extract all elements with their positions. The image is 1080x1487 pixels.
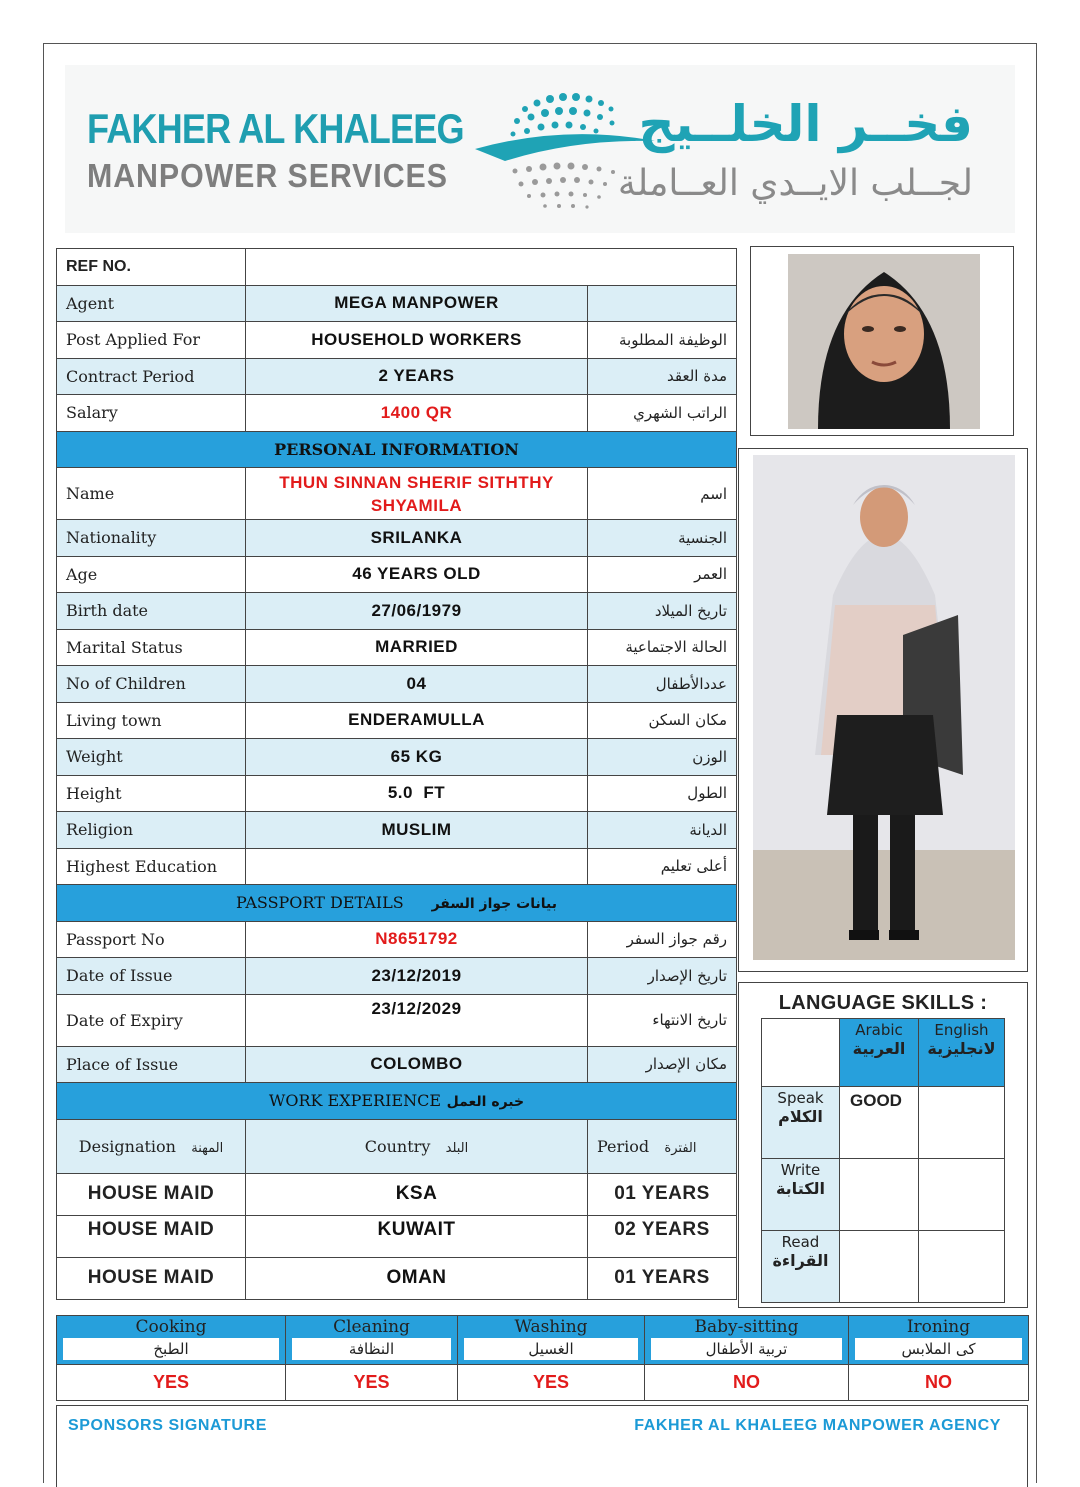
expiry-date-value: 23/12/2029 (246, 994, 588, 1046)
read-row (762, 1231, 1005, 1303)
agent-value: MEGA MANPOWER (246, 285, 588, 322)
arabic-header-ar: العربية (852, 1039, 906, 1058)
work-row (57, 1173, 737, 1215)
post-applied-value: HOUSEHOLD WORKERS (246, 322, 588, 359)
post-applied-row (57, 322, 737, 359)
portrait-photo (788, 254, 980, 429)
portrait-photo-icon (788, 254, 980, 429)
full-body-photo-icon (753, 455, 1015, 960)
skill-name-ar: النظافة (292, 1338, 451, 1360)
work-country: KUWAIT (246, 1215, 588, 1257)
agent-label-ar (588, 285, 737, 322)
agent-row (57, 285, 737, 322)
skill-value-baby-sitting: NO (645, 1365, 849, 1401)
applicant-details-table (56, 248, 737, 1300)
work-country: KSA (246, 1173, 588, 1215)
skill-header (286, 1316, 458, 1365)
name-value (246, 468, 588, 520)
religion-value: MUSLIM (246, 812, 588, 849)
read-arabic-value (840, 1231, 919, 1303)
place-of-issue-row (57, 1046, 737, 1083)
skill-value-washing: YES (458, 1365, 645, 1401)
skills-header-row (57, 1316, 1029, 1365)
expiry-date-label: Date of Expiry (57, 994, 246, 1046)
issue-date-label-ar: تاريخ الإصدار (588, 958, 737, 995)
name-value-line2: SHYAMILA (370, 495, 463, 515)
write-label (762, 1159, 840, 1231)
religion-row (57, 812, 737, 849)
ref-no-row (57, 249, 737, 286)
living-town-row (57, 702, 737, 739)
period-header-en: Period (597, 1136, 650, 1156)
post-applied-label-ar: الوظيفة المطلوبة (588, 322, 737, 359)
skill-header (849, 1316, 1029, 1365)
country-header (246, 1119, 588, 1173)
name-value-line1: THUN SINNAN SHERIF SITHTHY (279, 472, 554, 492)
salary-label-ar: الراتب الشهري (588, 395, 737, 432)
education-value (246, 848, 588, 885)
place-of-issue-label-ar: مكان الإصدار (588, 1046, 737, 1083)
skills-table (56, 1315, 1029, 1401)
english-header-ar: لانجليزية (927, 1039, 996, 1058)
salary-label: Salary (57, 395, 246, 432)
skill-name-en: Baby-sitting (694, 1317, 799, 1337)
language-skills-table (761, 1018, 1005, 1303)
read-english-value (919, 1231, 1005, 1303)
living-town-value: ENDERAMULLA (246, 702, 588, 739)
write-label-en: Write (780, 1161, 821, 1179)
contract-period-label-ar: مدة العقد (588, 358, 737, 395)
height-label: Height (57, 775, 246, 812)
brand-subtitle-ar: لجــلب الايــدي العــاملة (617, 163, 973, 204)
english-header-en: English (934, 1021, 989, 1039)
contract-period-label: Contract Period (57, 358, 246, 395)
skill-name-en: Cooking (135, 1317, 207, 1337)
arabic-header (840, 1019, 919, 1087)
personal-info-heading-row (57, 431, 737, 468)
nationality-value: SRILANKA (246, 520, 588, 557)
skill-name-en: Ironing (906, 1317, 971, 1337)
passport-no-row (57, 921, 737, 958)
passport-no-label-ar: رقم جواز السفر (588, 921, 737, 958)
age-value: 46 YEARS OLD (246, 556, 588, 593)
children-label: No of Children (57, 666, 246, 703)
work-row (57, 1215, 737, 1257)
write-row (762, 1159, 1005, 1231)
contract-period-row (57, 358, 737, 395)
arabic-header-en: Arabic (855, 1021, 903, 1039)
marital-status-row (57, 629, 737, 666)
work-period: 02 YEARS (588, 1215, 737, 1257)
country-header-ar: البلد (445, 1140, 469, 1156)
issue-date-value: 23/12/2019 (246, 958, 588, 995)
living-town-label-ar: مكان السكن (588, 702, 737, 739)
birth-date-label-ar: تاريخ الميلاد (588, 593, 737, 630)
name-label-ar: اسم (588, 468, 737, 520)
language-skills-panel (738, 982, 1028, 1308)
passport-heading-en: PASSPORT DETAILS (236, 893, 404, 913)
designation-header (57, 1119, 246, 1173)
period-header-ar: الفترة (664, 1140, 697, 1156)
portrait-photo-frame (750, 246, 1014, 436)
skill-header (645, 1316, 849, 1365)
height-row (57, 775, 737, 812)
period-header (588, 1119, 737, 1173)
contract-period-value: 2 YEARS (246, 358, 588, 395)
passport-heading-ar: بيانات جواز السفر (431, 896, 557, 913)
write-english-value (919, 1159, 1005, 1231)
letterhead (65, 65, 1015, 233)
work-country: OMAN (246, 1257, 588, 1299)
write-arabic-value (840, 1159, 919, 1231)
language-header-row (762, 1019, 1005, 1087)
language-corner-cell (762, 1019, 840, 1087)
read-label (762, 1231, 840, 1303)
expiry-date-row (57, 994, 737, 1046)
english-header (919, 1019, 1005, 1087)
skill-value-cooking: YES (57, 1365, 286, 1401)
skill-name-ar: تربية الأطفال (651, 1338, 842, 1360)
birth-date-row (57, 593, 737, 630)
country-header-en: Country (364, 1136, 431, 1156)
children-value: 04 (246, 666, 588, 703)
passport-heading (57, 885, 737, 922)
passport-no-label: Passport No (57, 921, 246, 958)
education-label: Highest Education (57, 848, 246, 885)
skill-name-en: Washing (514, 1317, 588, 1337)
designation-header-en: Designation (78, 1136, 176, 1156)
children-row (57, 666, 737, 703)
weight-row (57, 739, 737, 776)
full-body-photo (753, 455, 1015, 960)
work-heading-en: WORK EXPERIENCE (268, 1091, 442, 1111)
post-applied-label: Post Applied For (57, 322, 246, 359)
language-skills-title: LANGUAGE SKILLS : (778, 992, 988, 1014)
passport-heading-row (57, 885, 737, 922)
agency-signature-label: FAKHER AL KHALEEG MANPOWER AGENCY (634, 1417, 1001, 1434)
issue-date-label: Date of Issue (57, 958, 246, 995)
skill-value-cleaning: YES (286, 1365, 458, 1401)
expiry-date-label-ar: تاريخ الانتهاء (588, 994, 737, 1046)
sponsor-signature-label: SPONSORS SIGNATURE (68, 1417, 267, 1434)
brand-subtitle-en: MANPOWER SERVICES (87, 157, 448, 194)
work-period: 01 YEARS (588, 1257, 737, 1299)
brand-name-ar: فخــر الخلــيج (638, 95, 973, 153)
brand-name-en: FAKHER AL KHALEEG (87, 105, 464, 152)
height-label-ar: الطول (588, 775, 737, 812)
weight-label: Weight (57, 739, 246, 776)
work-heading (57, 1083, 737, 1120)
religion-label: Religion (57, 812, 246, 849)
agent-label: Agent (57, 285, 246, 322)
marital-status-label-ar: الحالة الاجتماعية (588, 629, 737, 666)
children-label-ar: عددالأطفال (588, 666, 737, 703)
personal-info-heading: PERSONAL INFORMATION (57, 431, 737, 468)
marital-status-value: MARRIED (246, 629, 588, 666)
work-period: 01 YEARS (588, 1173, 737, 1215)
weight-label-ar: الوزن (588, 739, 737, 776)
skill-name-ar: الغسيل (464, 1338, 638, 1360)
work-heading-ar: خبره العمل (446, 1094, 525, 1111)
age-label: Age (57, 556, 246, 593)
read-label-ar: القراءة (772, 1251, 829, 1270)
skill-value-ironing: NO (849, 1365, 1029, 1401)
birth-date-label: Birth date (57, 593, 246, 630)
marital-status-label: Marital Status (57, 629, 246, 666)
speak-english-value (919, 1087, 1005, 1159)
nationality-label: Nationality (57, 520, 246, 557)
skill-name-en: Cleaning (333, 1317, 410, 1337)
speak-label-en: Speak (777, 1089, 824, 1107)
birth-date-value: 27/06/1979 (246, 593, 588, 630)
skill-name-ar: الطبخ (63, 1338, 279, 1360)
ref-no-label: REF NO. (57, 249, 246, 286)
work-designation: HOUSE MAID (57, 1215, 246, 1257)
speak-arabic-value: GOOD (840, 1087, 919, 1159)
full-body-photo-frame (738, 448, 1028, 972)
place-of-issue-value: COLOMBO (246, 1046, 588, 1083)
issue-date-row (57, 958, 737, 995)
age-label-ar: العمر (588, 556, 737, 593)
read-label-en: Read (781, 1233, 820, 1251)
work-designation: HOUSE MAID (57, 1257, 246, 1299)
speak-label-ar: الكلام (778, 1107, 823, 1126)
signature-box (56, 1405, 1028, 1487)
skill-header (57, 1316, 286, 1365)
work-designation: HOUSE MAID (57, 1173, 246, 1215)
skill-name-ar: كى الملابس (855, 1338, 1022, 1360)
age-row (57, 556, 737, 593)
work-row (57, 1257, 737, 1299)
salary-value: 1400 QR (246, 395, 588, 432)
nationality-label-ar: الجنسية (588, 520, 737, 557)
height-value: 5.0 FT (246, 775, 588, 812)
work-columns-row (57, 1119, 737, 1173)
skill-header (458, 1316, 645, 1365)
education-label-ar: أعلى تعليم (588, 848, 737, 885)
weight-value: 65 KG (246, 739, 588, 776)
passport-no-value: N8651792 (246, 921, 588, 958)
name-row (57, 468, 737, 520)
write-label-ar: الكتابة (775, 1179, 826, 1198)
skills-values-row (57, 1365, 1029, 1401)
designation-header-ar: المهنة (191, 1140, 224, 1156)
work-heading-row (57, 1083, 737, 1120)
place-of-issue-label: Place of Issue (57, 1046, 246, 1083)
speak-row (762, 1087, 1005, 1159)
speak-label (762, 1087, 840, 1159)
nationality-row (57, 520, 737, 557)
living-town-label: Living town (57, 702, 246, 739)
salary-row (57, 395, 737, 432)
ref-no-value (246, 249, 737, 286)
religion-label-ar: الديانة (588, 812, 737, 849)
education-row (57, 848, 737, 885)
name-label: Name (57, 468, 246, 520)
